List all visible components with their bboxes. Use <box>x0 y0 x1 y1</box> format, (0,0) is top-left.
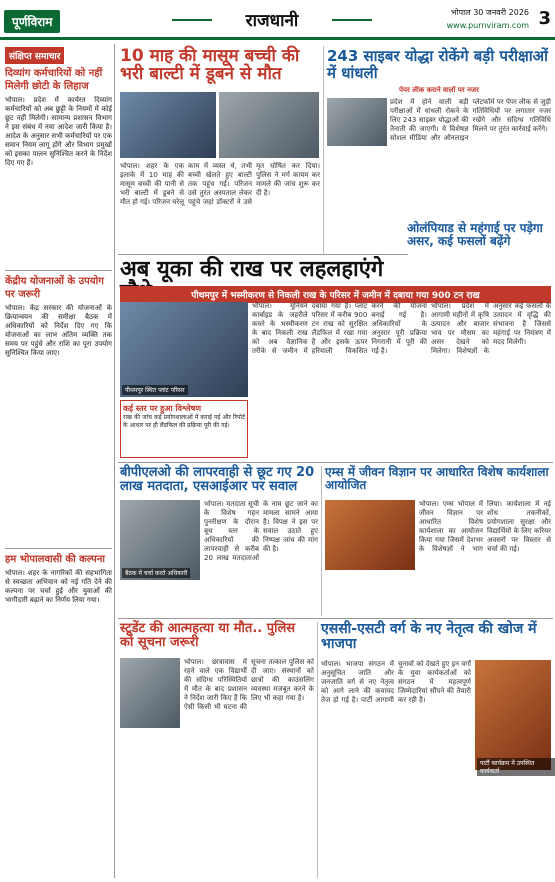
exam-story-headline[interactable]: 243 साइबर योद्धा रोकेंगे बड़ी परीक्षाओं में धांधली <box>327 47 548 82</box>
bjp-caption: पार्टी कार्यक्रम में उपस्थित कार्यकर्ता <box>477 758 555 776</box>
top-story-photo-2 <box>219 92 319 158</box>
main-story-subhead: पीथमपुर में भस्मीकरण से निकली राख के परिसर में जमीन में दबाया गया 900 टन राख <box>120 286 551 303</box>
page-number: 3 <box>538 8 551 29</box>
bpl-body: भोपाल। मतदाता सूची के विशेष गहन पुनरीक्षण के दौरान बूथ स्तर के अधिकारियों की लापरवाही से करीब 20 लाख मतदाताओं के नाम छूट जाने का मामला सामने आया है। विपक्ष ने इस पर सवाल उठाते हुए निष्पक्ष जांच की मांग की है। <box>204 500 318 562</box>
brief2-body: भोपाल। केंद्र सरकार की योजनाओं के क्रियान्वयन की समीक्षा बैठक में अधिकारियों को निर्देश दिए गए कि योजनाओं का लाभ अंतिम व्यक्ति तक समय पर पहुंचे और राशि का पूरा उपयोग सुनिश्चित किया जाए। <box>5 304 112 357</box>
left-column <box>3 44 115 878</box>
exam-story-photo <box>327 98 387 146</box>
bjp-body: भोपाल। भाजपा संगठन में अनुसूचित जाति और जनजाति वर्ग से नए नेतृत्व को आगे लाने की कवायद तेज हो गई है। पार्टी आगामी चुनावों को देखते हुए इन वर्गों के युवा कार्यकर्ताओं को संगठन में महत्वपूर्ण जिम्मेदारियां सौंपने की तैयारी कर रही है। <box>321 660 471 704</box>
brief-box <box>5 44 112 799</box>
brief1-body: भोपाल। प्रदेश में कार्यरत दिव्यांग कर्मचारियों को अब छुट्टी के नियमों में कोई छूट नहीं मिलेगी। सामान्य प्रशासन विभाग ने इस संबंध में नया आदेश जारी किया है। आदेश के अनुसार सभी कर्मचारियों पर एक समान नियम लागू होंगे और विभाग प्रमुखों को इसका पालन सुनिश्चित करने के निर्देश दिए गए हैं। <box>5 96 112 167</box>
ms-body: भोपाल। एम्स भोपाल में जीवन विज्ञान पर आधारित विशेष कार्यशाला का आयोजन किया गया जिसमें देशभर के विशेषज्ञों ने भाग लिया। कार्यशाला में नई शोध तकनीकों, प्रयोगशाला सुरक्षा और विद्यार्थियों के लिए करियर अवसरों पर विस्तार से चर्चा की गई। <box>419 500 551 553</box>
ms-photo <box>325 500 415 570</box>
olympiad-body: भोपाल। प्रदेश में आगामी महीनों में कृषि उत्पादन और बाजार भाव पर मौसम का असर देखने को मिलेगा। विशेषज्ञों के अनुसार कई फसलों के उत्पादन में वृद्धि की संभावना है जिससे महंगाई पर नियंत्रण में मदद मिलेगी। <box>431 302 551 355</box>
top-story-photo <box>120 92 216 158</box>
top-story-headline[interactable]: 10 माह की मासूम बच्ची की भरी बाल्टी में डूबने से मौत <box>120 46 300 84</box>
sidebar-headline: कई स्तर पर हुआ विश्लेषण <box>123 404 202 413</box>
masthead <box>0 0 555 40</box>
ms-headline[interactable]: एम्स में जीवन विज्ञान पर आधारित विशेष कार्यशाला आयोजित <box>325 465 549 493</box>
brief1-headline[interactable]: दिव्यांग कर्मचारियों को नहीं मिलेगी छोटी के लिहाज <box>5 68 103 92</box>
brand-logo: पूर्णविराम <box>4 10 60 33</box>
bpl-headline[interactable]: बीपीएलओ की लापरवाही से छूट गए 20 लाख मतदाता, एसआईआर पर सवाल <box>120 465 315 495</box>
exam-story-body: प्रदेश में होने वाली बड़ी परीक्षाओं में धांधली रोकने के लिए 243 साइबर योद्धाओं की तैनाती की जाएगी। ये विशेषज्ञ सोशल मीडिया और ऑनलाइन प्लेटफॉर्म पर पेपर लीक से जुड़ी गतिविधियों पर लगातार नजर रखेंगे और संदिग्ध गतिविधि मिलने पर तुरंत कार्रवाई करेंगे। <box>390 98 551 142</box>
brief2-headline[interactable]: केंद्रीय योजनाओं के उपयोग पर जरूरी <box>5 276 104 300</box>
column-divider <box>323 46 324 254</box>
main-story-photo <box>120 302 248 397</box>
sidebar-body: राख की जांच कई प्रयोगशालाओं में कराई गई और रिपोर्ट के आधार पर ही लैंडफिल की प्रक्रिया पूरी की गई। <box>123 414 245 429</box>
student-headline[interactable]: स्टूडेंट की आत्महत्या या मौत.. पुलिस को सूचना जरूरी <box>120 621 296 650</box>
main-story-headline[interactable]: अब यूका की राख पर लहलहाएंगे <box>120 257 384 282</box>
main-story-body: भोपाल। यूनियन कार्बाइड के जहरीले कचरे के भस्मीकरण के बाद निकली राख को अब वैज्ञानिक तरीके से जमीन में दबाया गया है। प्लांट परिसर में करीब 900 टन राख को सुरक्षित लैंडफिल में रखा गया है और इसके ऊपर हरियाली विकसित करने की योजना बनाई गई है। अधिकारियों के अनुसार पूरी प्रक्रिया निगरानी में पूरी की गई है। <box>252 302 427 355</box>
main-story-sidebar <box>120 400 248 458</box>
bjp-headline[interactable]: एससी-एसटी वर्ग के नए नेतृत्व की खोज में भाजपा <box>321 621 537 653</box>
brief-label: संक्षिप्त समाचार <box>5 47 64 64</box>
dateline-block <box>447 6 529 32</box>
main-story-caption: पीथमपुर स्थित प्लांट परिसर <box>122 385 188 395</box>
bjp-photo <box>475 660 551 770</box>
bpl-caption: बैठक में चर्चा करते अधिकारी <box>122 568 190 578</box>
top-story-body: भोपाल। शहर के एक इलाके में 10 माह की मासूम बच्ची की पानी से भरी बाल्टी में डूबने से मौत हो गई। परिजन घरेलू काम में व्यस्त थे, तभी बच्ची खेलते हुए बाल्टी तक पहुंच गई। परिजन उसे तुरंत अस्पताल लेकर पहुंचे जहां डॉक्टरों ने उसे मृत घोषित कर दिया। पुलिस ने मर्ग कायम कर मामले की जांच शुरू कर दी है। <box>120 162 320 206</box>
section-title: राजधानी <box>172 8 372 31</box>
exam-story-subhead: पेपर लीक कराने वालों पर नजर <box>399 86 479 94</box>
brief3-body: भोपाल। शहर के नागरिकों की सहभागिता से स्वच्छता अभियान को नई गति देने की कल्पना पर चर्चा हुई और युवाओं की भागीदारी बढ़ाने का निर्णय लिया गया। <box>5 569 112 604</box>
dateline: भोपाल 30 जनवरी 2026 <box>450 8 529 17</box>
brief3-headline[interactable]: हम भोपालवासी की कल्पना <box>5 554 105 565</box>
student-body: भोपाल। छात्रावास में रहने वाले एक विद्यार्थी की संदिग्ध परिस्थितियों में मौत के बाद प्रशासन ने निर्देश जारी किए हैं कि ऐसी किसी भी घटना की सूचना तत्काल पुलिस को दी जाए। संस्थानों को छात्रों की काउंसलिंग व्यवस्था मजबूत करने के लिए भी कहा गया है। <box>184 658 314 711</box>
olympiad-headline[interactable]: ओलंपियाड से महंगाई पर पड़ेगा असर, कई फसलों बढ़ेंगे <box>407 221 543 249</box>
student-photo <box>120 658 180 728</box>
website-link[interactable]: www.purnviram.com <box>446 21 529 30</box>
